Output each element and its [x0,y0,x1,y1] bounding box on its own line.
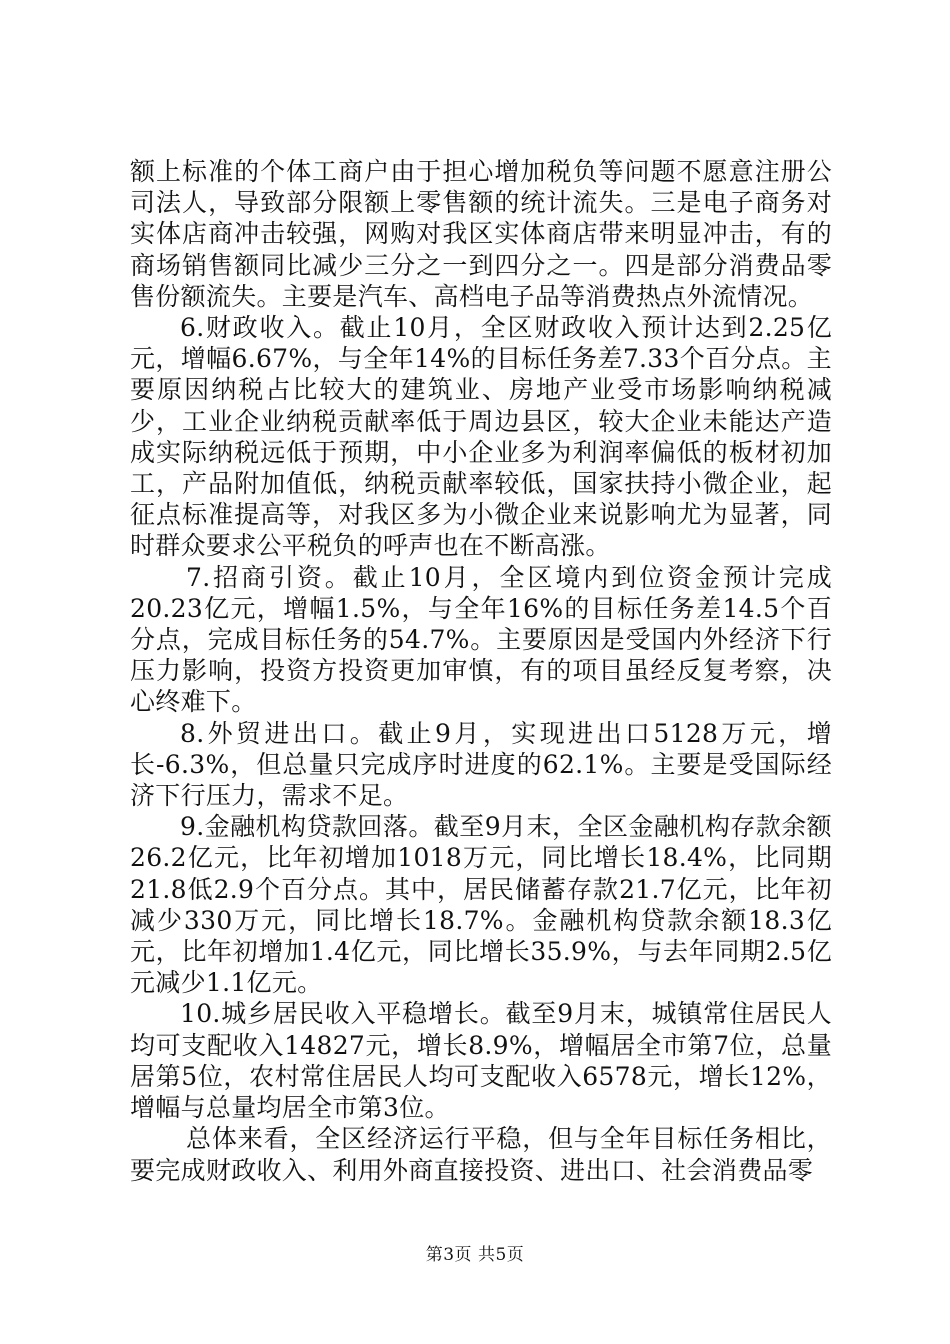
document-body [130,156,832,1186]
paragraph-foreign-trade: 8.外贸进出口。截止9月，实现进出口5128万元，增长-6.3%，但总量只完成序时进度的62.1%。主要是受国际经济下行压力，需求不足。 [130,718,832,811]
paragraph-retail-continued: 额上标准的个体工商户由于担心增加税负等问题不愿意注册公司法人，导致部分限额上零售额的统计流失。三是电子商务对实体店商冲击较强，网购对我区实体商店带来明显冲击，有的商场销售额同比减少三分之一到四分之一。四是部分消费品零售份额流失。主要是汽车、高档电子品等消费热点外流情况。 [130,157,832,311]
paragraph-resident-income: 10.城乡居民收入平稳增长。截至9月末，城镇常住居民人均可支配收入14827元，增长8.9%，增幅居全市第7位，总量居第5位，农村常住居民人均可支配收入6578元，增长12%，增幅与总量均居全市第3位。 [130,999,832,1123]
paragraph-financial-loans: 9.金融机构贷款回落。截至9月末，全区金融机构存款余额26.2亿元，比年初增加1018万元，同比增长18.4%，比同期21.8低2.9个百分点。其中，居民储蓄存款21.7亿元，比年初减少330万元，同比增长18.7%。金融机构贷款余额18.3亿元，比年初增加1.4亿元，同比增长35.9%，与去年同期2.5亿元减少1.1亿元。 [130,812,832,998]
paragraph-fiscal-revenue: 6.财政收入。截止10月，全区财政收入预计达到2.25亿元，增幅6.67%，与全年14%的目标任务差7.33个百分点。主要原因纳税占比较大的建筑业、房地产业受市场影响纳税减少，工业企业纳税贡献率低于周边县区，较大企业未能达产造成实际纳税远低于预期，中小企业多为利润率偏低的板材初加工，产品附加值低，纳税贡献率较低，国家扶持小微企业，起征点标准提高等，对我区多为小微企业来说影响尤为显著，同时群众要求公平税负的呼声也在不断高涨。 [130,313,832,561]
paragraph-overall-summary: 总体来看，全区经济运行平稳，但与全年目标任务相比，要完成财政收入、利用外商直接投资、进出口、社会消费品零 [130,1124,832,1185]
page-number-footer: 第3页 共5页 [425,1245,525,1265]
paragraph-investment-attraction: 7.招商引资。截止10月，全区境内到位资金预计完成20.23亿元，增幅1.5%，与全年16%的目标任务差14.5个百分点，完成目标任务的54.7%。主要原因是受国内外经济下行压力影响，投资方投资更加审慎，有的项目虽经反复考察，决心终难下。 [130,562,832,717]
